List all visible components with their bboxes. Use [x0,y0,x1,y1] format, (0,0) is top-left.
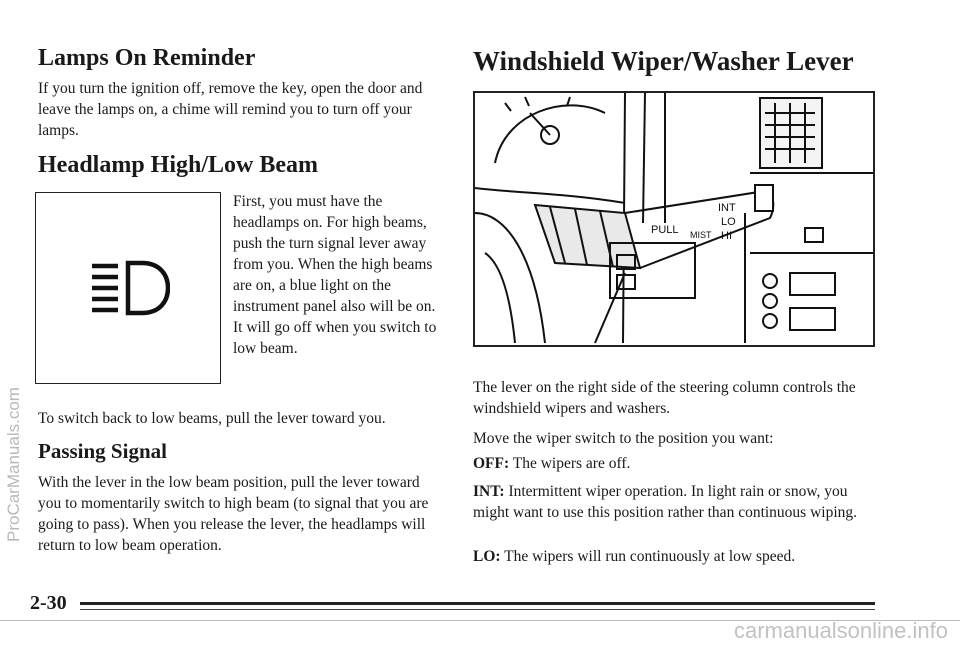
lo-label: LO [721,216,736,228]
wiper-lever-illustration [473,91,875,347]
passing-signal-text: With the lever in the low beam position, pull the lever toward you to momentarily switch to high beam (to signal that you are going to pass). When you release the lever, the headlamps will return to low beam operation. [38,474,429,554]
mode-off-label: OFF: [473,455,510,472]
mode-lo [473,546,883,567]
wiper-instruction-text: Move the wiper switch to the position you want: [473,430,774,447]
mode-off-text: The wipers are off. [509,455,631,472]
high-beam-icon-frame [35,192,221,384]
passing-signal-heading: Passing Signal [38,439,167,463]
mode-int-text: Intermittent wiper operation. In light rain or snow, you might want to use this position rather than continuous wiping. [473,483,858,521]
mode-int-label: INT: [473,483,505,500]
mode-lo-text: The wipers will run continuously at low speed. [500,548,796,565]
side-watermark: ProCarManuals.com [4,387,23,542]
switch-back-text: To switch back to low beams, pull the lever toward you. [38,410,386,427]
footer-rule-thick [80,602,875,605]
pull-label: PULL [651,224,679,236]
page-number: 2-30 [30,592,67,614]
mist-label: MIST [690,230,712,240]
high-beam-icon [90,259,170,317]
lamps-reminder-heading: Lamps On Reminder [38,45,256,71]
mode-off [473,453,883,474]
wiper-heading: Windshield Wiper/Washer Lever [473,46,854,76]
footer-rule-thin [80,609,875,610]
hi-label: HI [721,230,732,242]
headlamp-beam-text: First, you must have the headlamps on. For high beams, push the turn signal lever away from you. When the high beams are on, a blue light on the instrument panel also will be on. It will go off when you switch to low beam. [233,193,437,357]
int-label: INT [718,202,736,214]
steering-column-drawing [475,93,873,345]
mode-int [473,481,883,523]
lamps-reminder-text: If you turn the ignition off, remove the key, open the door and leave the lamps on, a chime will remind you to turn off your lamps. [38,80,423,139]
footer-watermark: carmanualsonline.info [733,618,948,643]
headlamp-beam-heading: Headlamp High/Low Beam [38,152,319,178]
wiper-intro-text: The lever on the right side of the steering column controls the windshield wipers and washers. [473,379,856,417]
mode-lo-label: LO: [473,548,501,565]
